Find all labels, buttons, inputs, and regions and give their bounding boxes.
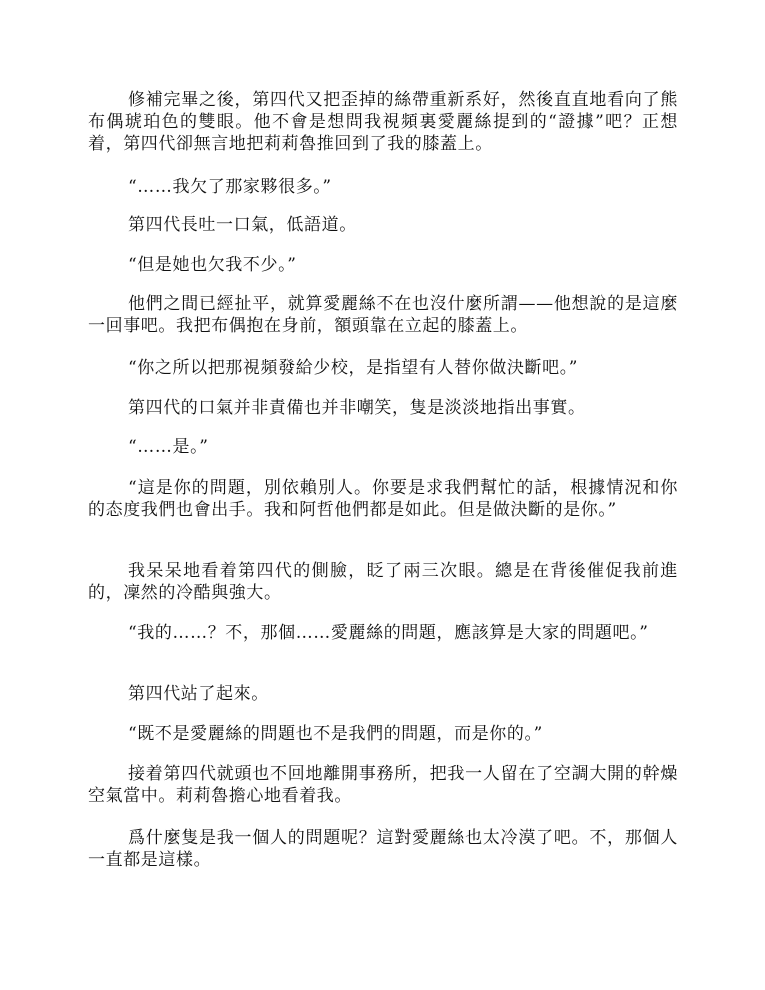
paragraph-5: 他們之間已經扯平，就算愛麗絲不在也沒什麼所謂——他想說的是這麼一回事吧。我把布偶抱在身前，額頭靠在立起的膝蓋上。 xyxy=(88,294,678,336)
paragraph-14: 接着第四代就頭也不回地離開事務所，把我一人留在了空調大開的幹燥空氣當中。莉莉魯擔心地看着我。 xyxy=(88,764,678,806)
paragraph-9: “這是你的問題，別依賴別人。你要是求我們幫忙的話，根據情況和你的态度我們也會出手。我和阿哲他們都是如此。但是做決斷的是你。” xyxy=(88,478,678,520)
paragraph-6: “你之所以把那視頻發給少校，是指望有人替你做決斷吧。” xyxy=(128,358,579,378)
paragraph-1: 修補完畢之後，第四代又把歪掉的絲帶重新系好，然後直直地看向了熊布偶琥珀色的雙眼。他不會是想問我視頻裏愛麗絲提到的“證據”吧？正想着，第四代卻無言地把莉莉魯推回到了我的膝蓋上。 xyxy=(88,90,678,154)
paragraph-7: 第四代的口氣并非責備也并非嘲笑，隻是淡淡地指出事實。 xyxy=(128,398,586,418)
paragraph-12: 第四代站了起來。 xyxy=(128,684,269,704)
paragraph-15: 爲什麼隻是我一個人的問題呢？這對愛麗絲也太冷漠了吧。不，那個人一直都是這樣。 xyxy=(88,828,678,870)
paragraph-3: 第四代長吐一口氣，低語道。 xyxy=(128,215,357,235)
paragraph-10: 我呆呆地看着第四代的側臉，眨了兩三次眼。總是在背後催促我前進的，凜然的冷酷與強大。 xyxy=(88,561,678,603)
paragraph-4: “但是她也欠我不少。” xyxy=(128,255,297,275)
paragraph-13: “既不是愛麗絲的問題也不是我們的問題，而是你的。” xyxy=(128,724,543,744)
paragraph-11: “我的……？不，那個……愛麗絲的問題，應該算是大家的問題吧。” xyxy=(128,623,649,643)
paragraph-8: “……是。” xyxy=(128,437,209,457)
paragraph-2: “……我欠了那家夥很多。” xyxy=(128,177,332,197)
